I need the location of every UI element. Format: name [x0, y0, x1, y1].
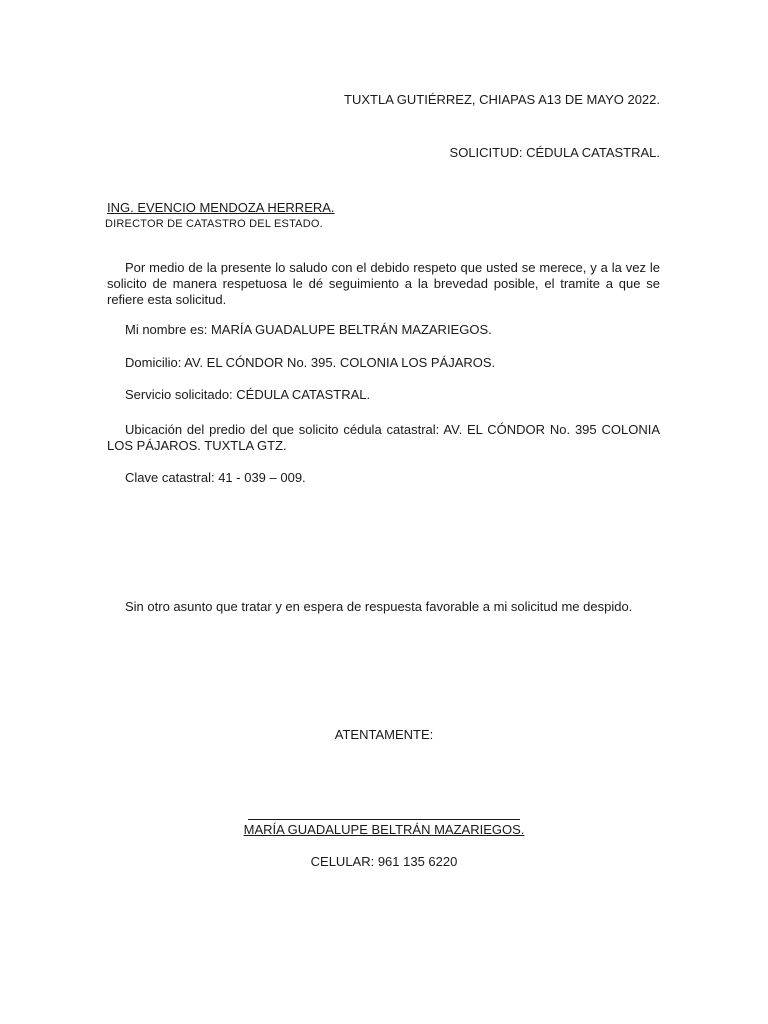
- salutation: ATENTAMENTE:: [334, 727, 434, 742]
- signer-name: MARÍA GUADALUPE BELTRÁN MAZARIEGOS.: [243, 822, 525, 837]
- cadastral-key-line: Clave catastral: 41 - 039 – 009.: [125, 470, 306, 485]
- address-line: Domicilio: AV. EL CÓNDOR No. 395. COLONIA LOS PÁJAROS.: [125, 355, 496, 370]
- location-paragraph: Ubicación del predio del que solicito cédula catastral: AV. EL CÓNDOR No. 395 COLONIA LOS PÁJAROS. TUXTLA GTZ.: [107, 422, 660, 453]
- service-line: Servicio solicitado: CÉDULA CATASTRAL.: [125, 387, 371, 402]
- intro-paragraph: Por medio de la presente lo saludo con el debido respeto que usted se merece, y a la vez le solicito de manera respetuosa le dé seguimiento a la brevedad posible, el tramite a que se refiere esta solicitud.: [107, 260, 660, 307]
- recipient-title: DIRECTOR DE CATASTRO DEL ESTADO.: [105, 218, 323, 230]
- place-date: TUXTLA GUTIÉRREZ, CHIAPAS A13 DE MAYO 2022.: [344, 92, 660, 107]
- recipient-name: ING. EVENCIO MENDOZA HERRERA.: [107, 200, 335, 215]
- phone-line: CELULAR: 961 135 6220: [310, 854, 458, 869]
- signature-line: [248, 819, 520, 820]
- subject-line: SOLICITUD: CÉDULA CATASTRAL.: [449, 145, 660, 160]
- closing-line: Sin otro asunto que tratar y en espera de respuesta favorable a mi solicitud me despido.: [125, 599, 633, 614]
- name-line: Mi nombre es: MARÍA GUADALUPE BELTRÁN MAZARIEGOS.: [125, 322, 492, 337]
